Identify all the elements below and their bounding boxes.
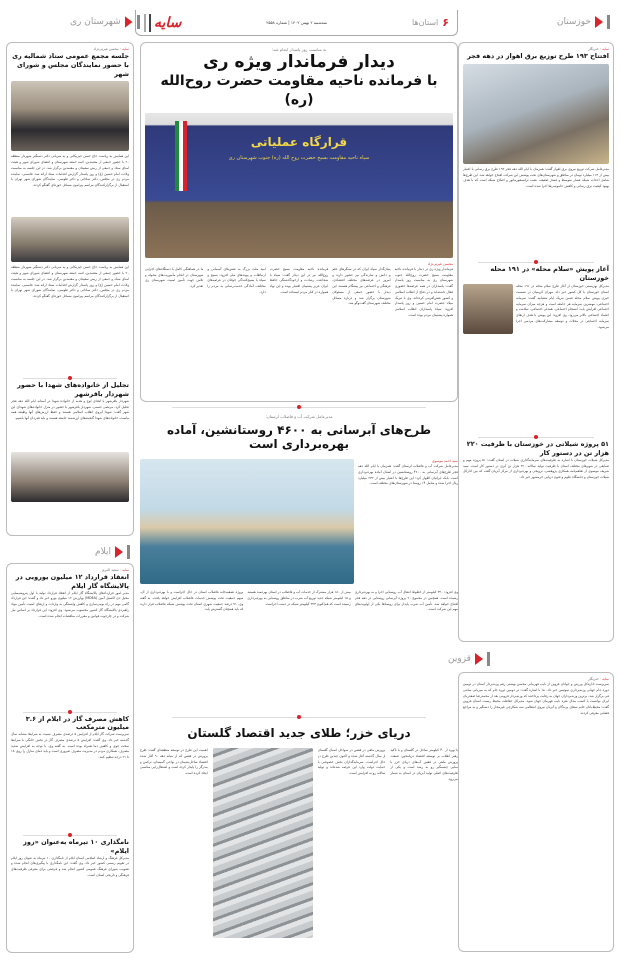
section-header-khuzestan bbox=[557, 13, 610, 31]
caspian-col-3: اهمیت این طرح در توسعه منطقه‌ای گفت: طرح پرورش در قفس که از میانه دهه ۹۰ آغاز شده اقتصاد ساحل‌نشینان در نواحی گمیشان، ترکمن و بندرگز را پایدار کرده است و اشتغال‌زایی مناسبی ایجاد کرده است. bbox=[139, 748, 208, 776]
iran-flag bbox=[175, 121, 187, 191]
lead-col-3: فرمانده ناحیه مقاومت بسیج حضرت روح‌الله نیز در این دیدار گفت: سپاه با شجاعت، رشادت و ازخودگذشتگی حافظ ایران عزیز پشتیبان اقشار بوده و این نهاد همواره در کنار مردم ایستاده است. bbox=[269, 266, 329, 294]
ilam-box bbox=[6, 563, 134, 953]
section-bar bbox=[487, 652, 490, 666]
water-columns bbox=[140, 590, 458, 700]
separator bbox=[11, 375, 129, 381]
section-header-ilam bbox=[95, 543, 130, 561]
water-photo-treatment-plant bbox=[140, 459, 354, 584]
separator bbox=[11, 709, 129, 715]
page-section: استان‌ها bbox=[411, 18, 439, 27]
lead-kicker: به مناسبت روز پاسدار انجام شد: bbox=[271, 47, 327, 52]
section-title: خوزستان bbox=[556, 17, 591, 27]
article-headline: نامگذاری ۱۰ تیرماه به‌عنوان «روز ایلام» bbox=[23, 838, 129, 855]
lead-col-1: فرماندار ویژه ری در دیدار با فرمانده ناحیه مقاومت بسیج حضرت روح‌الله جنوب شهرستان ری به مناسبت روز پاسدار گفت: پاسداران در همه عرصه‌ها حضوری فعال داشته‌اند و در دفاع از انقلاب اسلامی و کشور نقش‌آفرینی کرده‌اند. وی با تبریک میلاد حضرت امام حسین و روز پاسدار افزود: سپاه پاسداران انقلاب اسلامی همواره پشتیبان مردم بوده است. bbox=[394, 266, 453, 317]
article-headline: تجلیل از خانواده‌های شهدا با حضور شهردار باقرشهر bbox=[17, 381, 129, 399]
article-photo-official bbox=[463, 284, 513, 334]
left-column-rey bbox=[6, 42, 134, 536]
article-body: مدیرعامل شرکت توزیع نیروی برق اهواز گفت: همزمان با ایام الله دهه فجر ۱۹۳ طرح برق رسانی با اعتبار بیش از ۱۱۳ میلیارد تومان در مناطق و شهرستان‌های تحت پوشش این شرکت افتتاح خواهد شد. این طرح‌ها شامل احداث شبکه فشار متوسط و فشار ضعیف، نصب ترانسفورماتور و اصلاح شبکه است که با هدف بهبود کیفیت برق رسانی و کاهش خاموشی‌ها اجرا شده است. bbox=[463, 166, 609, 189]
lead-col-2: بنیان‌گذار سپاه ایران که در سنگرهای علم و دانش و سازندگی نیز حضور دارند و امروز در عرصه‌های مختلف اقتصادی، فرهنگی و اجتماعی نیز پیشگام هستند. این دیدار با حضور جمعی از مسئولان شهرستان برگزار شد و درباره مسائل مختلف شهرستان گفت‌وگو شد. bbox=[332, 266, 391, 306]
masthead bbox=[0, 10, 620, 36]
date-issue: سه‌شنبه ۲ بهمن ۱۴۰۲ | شماره ۲۵۵۸ bbox=[266, 20, 328, 25]
caspian-article bbox=[140, 714, 458, 954]
article-photo-electrician bbox=[463, 64, 609, 164]
caspian-title: دریای خزر؛ طلای جدید اقتصاد گلستان bbox=[187, 726, 411, 740]
article-source: سایه · سعید اکبری bbox=[101, 568, 129, 572]
lead-col-4: امید ملت بزرگ به نقش‌های آسمانی و ارتباطات و پیوندهای ملی افزود: بسیج و سپاه با بسیج‌کنندگی جوانان در عرصه‌های مختلف، آمادگی خدمت‌رسانی به مردم را دارد. bbox=[207, 266, 266, 294]
article-body: شهردار باقرشهر با اهدای لوح و هدیه از خانواده شهدا در آستانه ایام الله دهه فجر تجلیل کرد. مرتضی حسنی، شهردار باقرشهر با حضور در منزل خانواده‌های شهدای این شهر گفت: شهدا آبروی انقلاب اسلامی هستند و حفظ ارزش‌های آنها وظیفه همه ماست. خانواده‌های شهدا گنجینه‌های ارزشمند جامعه هستند و باید قدردان آنها باشیم. bbox=[11, 398, 129, 421]
qazvin-box bbox=[458, 672, 614, 952]
article-body: این همایش به ریاست حاج حسن جیزیکانی و به میزبانی دکتر دستگیر شهردار منطقه ۲۰ با حضور جمعی از معتمدین، ائمه جمعه شهرستان و اعضای شورای شهر و هیئت امنای ستاد و جمعی از ریش سفیدان و معتمدین برگزار شد. در این جلسه به مناسبت ولادت امام حسین (ع) و روز پاسدار گزارش اقدامات ستاد ارائه شد. قاسمی، نماینده مردم ری در مجلس، دکتر ساداتی و دکتر طوسی، نمایندگان شورای شهر تهران با استقبال از برگزارکنندگان مراسم پیرامون مسائل حوزه‌ای گفتگو کردند. bbox=[11, 154, 129, 188]
water-col-2: وی افزود: ۳۲۰ کیلومتر از خطوط انتقال آب روستایی اجرا و به بهره‌برداری رسیده است. همچنین در مجموع ۲۰ پروژه آبرسانی روستایی در دهه فجر افتتاح خواهد شد. تأمین آب شرب پایدار برای روستاها یکی از اولویت‌های مهم این شرکت است. bbox=[354, 590, 458, 612]
article-body: سرپرست اداره‌کل ورزش و جوانان قزوین از نایب قهرمانی محسن بهشتی رقم وزنه‌بردار استان در دومین دوره جام جهانی وزنه‌برداری سوئیس خبر داد. ندا با اشاره گفت: در دومین دوره جام که به میزبانی سانتی فی برگزار شد، برترین وزنه‌برداران جهان به رقابت پرداختند که وزنه‌بردار قزوینی بعد از محمدرضا صفدریان ایران توانست با کسب مدال نقره نایب قهرمان جهان شود. مدیرکل حفاظت محیط زیست استان قزوین گفت: محیط‌بانان خاتم سقای پرندگان و آبزیان نیروی انتظامی سه شکارچی غیرمجاز را دستگیر و به مراجع قضایی معرفی کردند. bbox=[463, 682, 609, 715]
water-col-3: بیش از ۱۸۰ هزار مشترک از خدمات آب و فاضلاب در استان بهره‌مند هستند و ۱۵ کیلومتر شبکه جدید توزیع آب شرب در مناطق روستایی به بهره‌برداری رسیده است که هم‌اکنون ۳۲۳ کیلومتر شبکه در دست اجراست. bbox=[247, 590, 351, 606]
article-author: سید احمد موسوی bbox=[431, 459, 458, 463]
article-photo-session bbox=[11, 217, 129, 262]
red-flag-icon bbox=[475, 653, 483, 665]
article-body: مدیرکل فرهنگ و ارشاد اسلامی استان ایلام از نامگذاری ۱۰ تیرماه به عنوان روز ایلام در تقویم رسمی کشور خبر داد. وی گفت: این نامگذاری با پیگیری‌های انجام شده و تصویب شورای فرهنگ عمومی کشور انجام شد و فرصتی برای معرفی ظرفیت‌های فرهنگی و تاریخی استان است. bbox=[11, 855, 129, 877]
page-number: ۶ bbox=[442, 16, 449, 29]
lead-title-2: با فرمانده ناحیه مقاومت حضرت روح‌الله (ره) bbox=[160, 73, 438, 108]
lead-title-1: دیدار فرماندار ویژه ری bbox=[203, 52, 395, 72]
caspian-col-1: با بهره از ۴۰ کیلومتر ساحل در گلستان و با تأکید رهبر انقلاب بر توسعه اقتصاد دریامحور، صنعت پرورش ماهی در قفس آب‌های دریای خزر با نمایی چشمگیر رو به رشد است و یکی از ظرفیت‌های اصلی تولید آبزیان در استان به شمار می‌رود. bbox=[390, 748, 458, 781]
article-body-cont: این همایش به ریاست حاج حسن جیزیکانی و به میزبانی دکتر دستگیر شهردار منطقه ۲۰ با حضور جمعی از معتمدین، ائمه جمعه شهرستان و اعضای شورای شهر و هیئت امنای ستاد و جمعی از ریش سفیدان و معتمدین برگزار شد. در این جلسه به مناسبت ولادت امام حسین (ع) و روز پاسدار گزارش اقدامات ستاد ارائه شد. قاسمی، نماینده مردم ری در مجلس، دکتر ساداتی و دکتر طوسی، نمایندگان شورای شهر تهران با استقبال از برگزارکنندگان مراسم پیرامون مسائل حوزه‌ای گفتگو کردند. bbox=[11, 265, 129, 299]
water-kicker: مدیرعامل شرکت آب و فاضلاب لرستان: bbox=[265, 414, 333, 419]
banner-sub: سپاه ناحیه مقاومت بسیج حضرت روح الله (ره) جنوب شهرستان ری bbox=[228, 154, 370, 161]
separator bbox=[463, 434, 609, 440]
article-headline: جلسه مجمع عمومی ستاد شمالیه ری با حضور نمایندگان مجلس و شورای شهر bbox=[12, 52, 129, 78]
article-source: سایه · خبرنگار bbox=[587, 47, 609, 51]
article-headline: آغاز پویش «سلام محله» در ۱۹۱ محله خوزستان bbox=[490, 264, 609, 282]
logo-divider bbox=[149, 14, 151, 32]
lead-article bbox=[140, 42, 458, 402]
section-title: ایلام bbox=[95, 547, 111, 557]
newspaper-logo: سایه bbox=[154, 14, 182, 31]
article-body: مدیرکل شیلات خوزستان با اشاره به ظرفیت‌های سرمایه‌گذاری شیلات در استان گفت: ۵۱ پروژه مهم و صنایعی در شهرهای مختلف استان با ظرفیت تولید سالانه ۲۲۰ هزار تن آبزی در دستور کار است. سید شریف موسوی از تفاهم‌نامه همکاری پژوهشی، ترویجی و بهره‌برداری از مرکز آبزیان گفت که بین ادارکل شیلات خوزستان و دانشگاه علوم و فنون دریایی خرمشهر خبر داد. bbox=[463, 457, 609, 480]
masthead-band bbox=[135, 10, 458, 36]
water-col-4: پروژه تصفیه‌خانه فاضلاب استان در حال اجراست و با بهره‌برداری از آن، سهم جمعیت تحت پوشش خدمات فاضلاب افزایش خواهد یافت. به گفته وی، ۷۱ درصد جمعیت شهری استان تحت پوشش شبکه فاضلاب قرار دارند که باید همچنان گسترش یابد. bbox=[140, 590, 244, 612]
banner-title: قرارگاه عملیاتی bbox=[250, 134, 348, 149]
section-title: قزوین bbox=[448, 654, 471, 664]
article-body: مدیرکل بهزیستی خوزستان از آغاز طرح سلام محله در ۱۹۱ محله استان خوزستان با کل کشور خبر داد. مهران کریمیان در نشست خبری پویش سلام محله ضمن تبریک ایام شعبانیه گفت: سرمایه اجتماعی، مهمترین سرمایه هر جامعه است و هرچه میزان سرمایه اجتماعی افزایش یابد، انسجام اجتماعی، همدلی اجتماعی، سلامت و اعتماد اجتماعی بالاتر می‌رود. وی افزود: این پویش با هدف ارتقای سرمایه اجتماعی در محلات و توسعه مشارکت‌های مردمی اجرا می‌شود. bbox=[516, 284, 609, 329]
section-header-rey bbox=[70, 13, 140, 31]
water-article bbox=[140, 404, 458, 714]
water-title: طرح‌های آبرسانی به ۴۶۰۰ روستانشین، آماده بهره‌برداری است bbox=[166, 423, 432, 451]
red-flag-icon bbox=[115, 546, 123, 558]
section-bar bbox=[127, 545, 130, 559]
lead-columns bbox=[145, 267, 453, 377]
article-body: مدیر امور قراردادهای پالایشگاه گاز ایلام از انعقاد قرارداد تولید با اول پتروشیمیایی محیل دی اکسیل آمین (MDEA) بهارزش ۱۲ میلیون یورو خبر داد و گفت: این قرارداد گامی مهم در راه بومی‌سازی و کاهش وابستگی به واردات و ارتقای امنیت تأمین مواد راهبردی پالایشگاه گاز کشور محسوب می‌شود. وی افزود: این قرارداد بر اساس نیاز شرکت و در چارچوب قوانین و مقررات مناقصات انجام شده است. bbox=[11, 590, 129, 618]
article-headline: کاهش مصرف گاز در ایلام از ۳.۶ میلیون مترمکعب bbox=[25, 714, 129, 732]
article-source: سایه · محسن غیرتی‌نژاد bbox=[93, 47, 129, 51]
right-column-khuzestan bbox=[458, 42, 614, 642]
caspian-col-2: پرورش ماهی در قفس در سواحل استان گلستان از سال گذشته آغاز شده و اکنون چندین طرح در حال اجراست. سرمایه‌گذاران بخش خصوصی با حمایت دولت وارد این عرصه شده‌اند و تولید سالانه رو به افزایش است. bbox=[317, 748, 386, 776]
red-flag-icon bbox=[125, 16, 133, 28]
lead-col-5: ما در هماهنگی کامل با دستگاه‌های اجرایی شهرستان در انجام مأموریت‌های محوله و تلاش جهت تأمین امنیت شهرستان ری تقدیر کرد. bbox=[144, 266, 204, 289]
article-author: محسن غیرتی‌نژاد bbox=[427, 261, 453, 266]
article-photo-assembly bbox=[11, 81, 129, 151]
article-headline: انعقاد قرارداد ۱۲ میلیون یورویی در پالایشگاه گاز ایلام bbox=[15, 573, 129, 590]
logo-divider bbox=[144, 14, 146, 32]
article-source: سایه · خبرنگار bbox=[587, 677, 609, 681]
red-flag-icon bbox=[595, 16, 603, 28]
separator bbox=[140, 714, 458, 720]
article-body: سرپرست شرکت گاز ایلام از افزایش ۵ درصدی مصرف نسبت به شرایط مشابه سال گذشته خبر داد. وی گفت: افزایش ۵ درصدی مصرف گاز در بخش خانگی با شرایط سخت جوی و کاهش دما همراه بوده است. به گفته وی، با توجه به افزایش شدید مصرف، همکاری مردم در مدیریت مصرف ضروری است و باید دمای منازل را روی ۱۸ تا ۲۱ درجه تنظیم کنند. bbox=[11, 732, 129, 760]
article-headline: ۵۱ پروژه شیلاتی در خوزستان با ظرفیت ۲۲۰ هزار تن در دستور کار bbox=[466, 440, 609, 458]
article-headline: افتتاح ۱۹۳ طرح توزیع برق اهواز در دهه فجر bbox=[467, 52, 609, 60]
section-title: شهرستان ری bbox=[70, 17, 121, 27]
lead-photo-meeting bbox=[145, 113, 453, 258]
section-bar bbox=[607, 15, 610, 29]
section-bar bbox=[137, 15, 140, 29]
separator bbox=[463, 259, 609, 265]
separator bbox=[11, 832, 129, 838]
separator bbox=[140, 404, 458, 410]
water-col-1: مدیرعامل شرکت آب و فاضلاب لرستان گفت: همزمان با ایام الله دهه فجر طرح‌های آبرسانی به ۴۶۰۰ روستانشین در استان آماده بهره‌برداری است. بابک ایرانیان اظهار کرد: این طرح‌ها با اعتبار بیش از ۲۳۲ میلیارد ریال اجرا شده و شامل ۱۴ روستا در شهرستان‌های مختلف است. bbox=[358, 464, 458, 486]
caspian-photo-fish bbox=[213, 748, 313, 938]
article-photo-martyrs-family bbox=[11, 452, 129, 502]
